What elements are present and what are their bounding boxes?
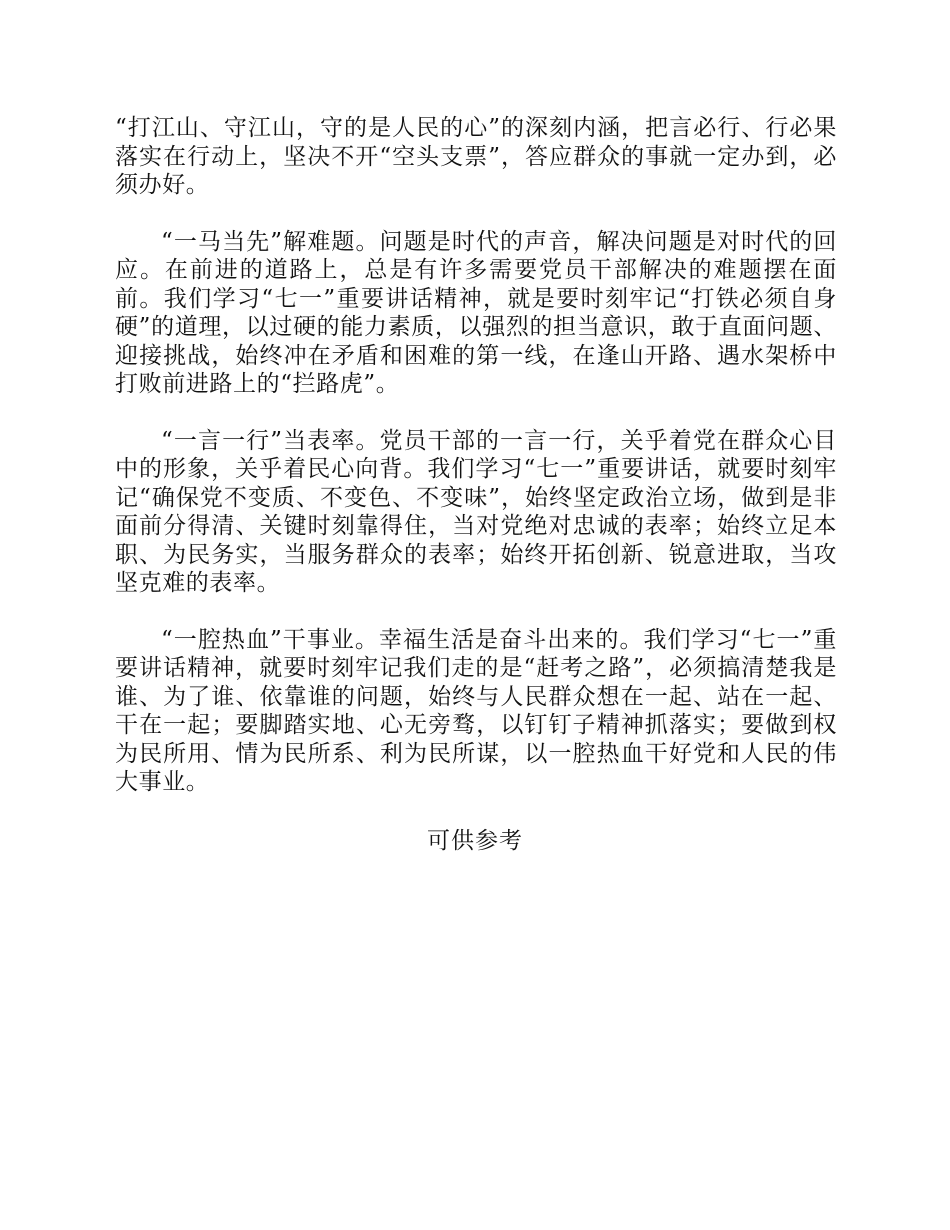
document-body: [115, 114, 837, 825]
paragraph-3-line: “一言一行”当表率。党员干部的一言一行，关乎着党在群众: [161, 427, 790, 454]
paragraph-2-line: 的回应。在前进的道路上，总是有许多需要党员干部解决的难题摆: [115, 228, 837, 283]
paragraph-4-line: 一”重要讲话精神，就要时刻牢记我们走的是“赶考之路”，必须: [115, 626, 837, 681]
paragraph-2-line: 在面前。我们学习“七一”重要讲话精神，就是要时刻牢记“打铁: [115, 257, 837, 312]
paragraph-4-line: “一腔热血”干事业。幸福生活是奋斗出来的。我们学习“七: [161, 626, 777, 653]
paragraph-2-line: 路、遇水架桥中打败前进路上的“拦路虎”。: [115, 342, 837, 397]
paragraph-3-line: 场，做到是非面前分得清、关键时刻靠得住，当对党绝对忠诚的表: [115, 484, 837, 539]
paragraph-3: [115, 427, 837, 598]
paragraph-4: [115, 626, 837, 797]
paragraph-3-line: 锐意进取，当攻坚克难的表率。: [115, 541, 837, 596]
paragraph-1-line: 必果落实在行动上，坚决不开“空头支票”，答应群众的事就一定: [115, 115, 838, 170]
paragraph-2-line: “一马当先”解难题。问题是时代的声音，解决问题是对时代: [161, 228, 790, 255]
paragraph-4-line: 好党和人民的伟大事业。: [115, 740, 837, 795]
paragraph-1-line: 办到，必须办好。: [115, 143, 838, 198]
paragraph-4-line: 搞清楚我是谁、为了谁、依靠谁的问题，始终与人民群众想在一起、: [115, 655, 837, 710]
paragraph-2-line: 必须自身硬”的道理，以过硬的能力素质，以强烈的担当意识，敢: [115, 285, 837, 340]
paragraph-1-line: “打江山、守江山，守的是人民的心”的深刻内涵，把言必行、行: [115, 115, 790, 141]
paragraph-4-line: 站在一起、干在一起；要脚踏实地、心无旁骛，以钉钉子精神抓落: [115, 683, 838, 738]
footer-note: 可供参考: [427, 828, 523, 854]
paragraph-3-line: 要时刻牢记“确保党不变质、不变色、不变味”，始终坚定政治立: [115, 456, 838, 511]
paragraph-3-line: 率；始终立足本职、为民务实，当服务群众的表率；始终开拓创新、: [115, 513, 837, 568]
paragraph-1: [115, 114, 837, 200]
paragraph-4-line: 实；要做到权为民所用、情为民所系、利为民所谋，以一腔热血干: [115, 712, 837, 767]
paragraph-2: [115, 228, 837, 399]
paragraph-2-line: 于直面问题、迎接挑战，始终冲在矛盾和困难的第一线，在逢山开: [115, 314, 837, 369]
paragraph-3-line: 心目中的形象，关乎着民心向背。我们学习“七一”重要讲话，就: [115, 427, 837, 482]
